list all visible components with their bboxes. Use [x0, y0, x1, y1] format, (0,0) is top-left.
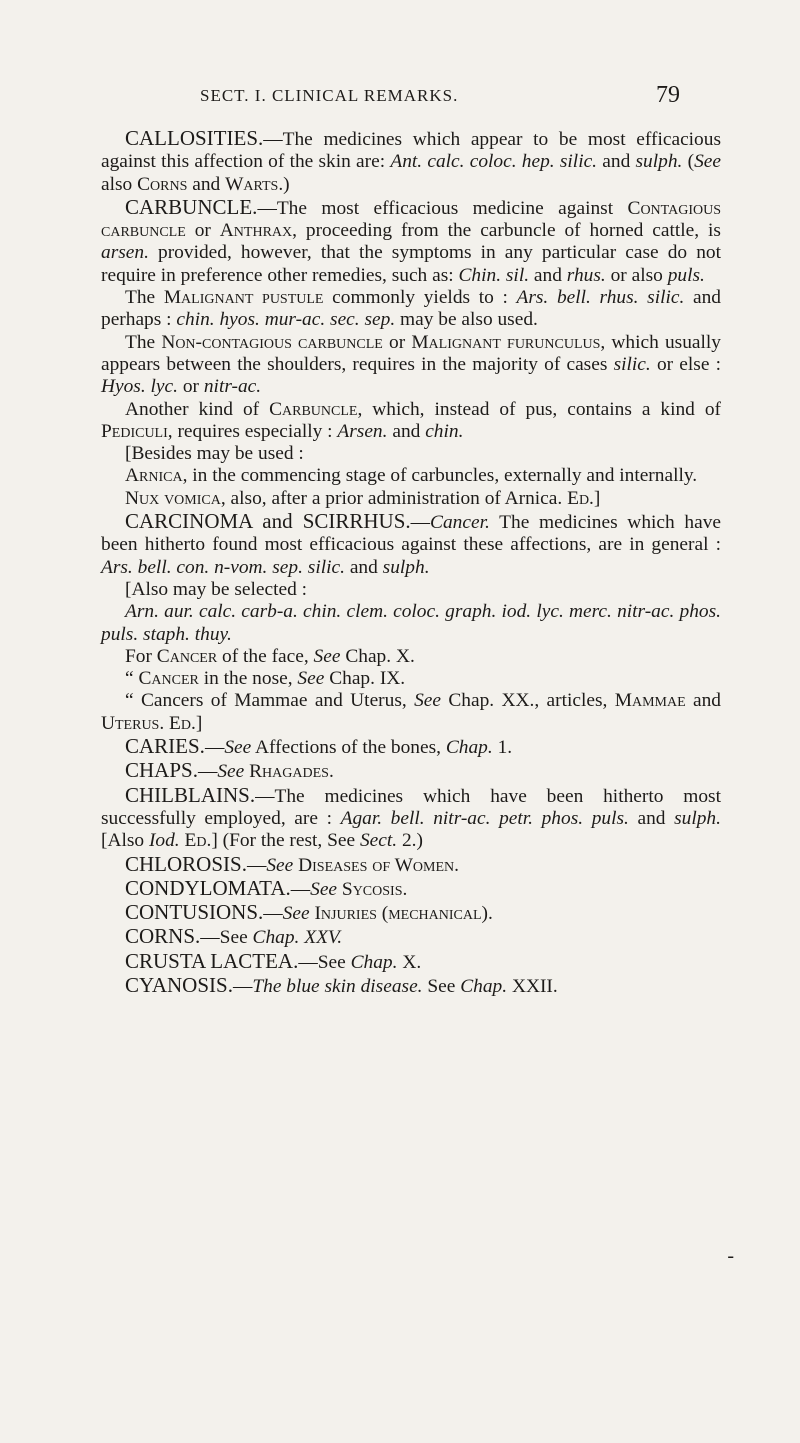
text-run: The medicines which have been hitherto found most efficacious against these affections, are in general :: [101, 512, 721, 556]
entry-heading: CRUSTA LACTEA.: [125, 948, 299, 973]
paragraph-non-contagious-carbuncle: [101, 332, 721, 399]
text-run: See: [422, 975, 461, 997]
small-caps-text: Diseases of Women: [298, 854, 455, 876]
text-run: Affections of the bones,: [251, 737, 446, 759]
text-run: —The most efficacious medicine against: [257, 197, 628, 219]
small-caps-text: Injuries (mechanical): [314, 903, 488, 925]
page-number: 79: [656, 82, 680, 108]
italic-text: Chap.: [460, 975, 508, 997]
italic-text: Agar. bell. nitr-ac. petr. phos. puls.: [340, 807, 629, 829]
text-run: XXII.: [507, 975, 558, 997]
entry-heading: CARBUNCLE.: [125, 194, 258, 219]
entry-heading: CHILBLAINS.: [125, 782, 256, 807]
italic-text: Ars. bell. con. n-vom. sep. silic.: [101, 556, 345, 578]
italic-text: See: [217, 761, 245, 783]
small-caps-text: Ed.: [169, 712, 196, 734]
text-run: or: [178, 376, 204, 398]
text-run: .: [328, 761, 334, 783]
entry-heading: CONTUSIONS.: [125, 900, 264, 925]
text-run: For: [125, 645, 157, 667]
text-run: and: [187, 173, 226, 195]
italic-text: puls.: [667, 264, 705, 286]
small-caps-text: Ed.: [567, 487, 594, 509]
italic-text: See: [694, 151, 722, 173]
text-run: or: [382, 331, 412, 353]
text-run: The: [125, 287, 164, 309]
text-run: [Also may be selected :: [125, 578, 307, 600]
small-caps-text: Cancer: [156, 645, 218, 667]
text-run: —: [204, 737, 225, 759]
italic-text: See: [310, 878, 338, 900]
text-run: , which usually appears between the shoulders, requires in the majority of cases: [101, 331, 721, 375]
text-run: [Also: [101, 830, 149, 852]
paragraph-cancer-face: [101, 646, 721, 668]
text-run: Chap. IX.: [324, 668, 406, 690]
small-caps-text: Pediculi: [101, 420, 168, 442]
text-run: [Besides may be used :: [125, 443, 304, 465]
small-caps-text: Corns: [137, 173, 188, 195]
text-run: commonly yields to :: [323, 287, 517, 309]
editor-note-intro: [101, 443, 721, 465]
text-run: .: [402, 878, 408, 900]
text-run: , also, after a prior administration of Arnica.: [220, 487, 568, 509]
text-run: may be also used.: [395, 309, 538, 331]
italic-text: Chap.: [350, 951, 398, 973]
entry-contusions: [101, 901, 721, 925]
text-run: , proceeding from the carbuncle of horned cattle, is: [292, 220, 721, 242]
entry-carcinoma: [101, 510, 721, 579]
italic-text: chin.: [425, 420, 464, 442]
text-run: , requires especially :: [167, 420, 338, 442]
entry-corns: [101, 925, 721, 949]
text-run: 2.): [397, 830, 423, 852]
remedy-list: [101, 601, 721, 646]
italic-text: Chap.: [445, 737, 493, 759]
italic-text: arsen.: [101, 242, 149, 264]
page-body: [101, 127, 721, 998]
text-run: —: [410, 512, 431, 534]
text-run: or also: [605, 264, 668, 286]
paragraph-cancer-nose: [101, 668, 721, 690]
paragraph-pediculi-carbuncle: [101, 399, 721, 444]
italic-text: nitr-ac.: [203, 376, 262, 398]
text-run: Chap. XX., articles,: [441, 690, 615, 712]
text-run: , which, instead of pus, contains a kind of: [357, 398, 722, 420]
section-heading: SECT. I. CLINICAL REMARKS.: [200, 86, 459, 105]
text-run: also: [101, 173, 138, 195]
small-caps-text: Mammae: [614, 690, 686, 712]
text-run: in the nose,: [198, 668, 298, 690]
small-caps-text: Anthrax: [219, 220, 293, 242]
text-run: —: [197, 761, 218, 783]
text-run: (: [682, 151, 695, 173]
entry-crusta-lactea: [101, 950, 721, 974]
italic-text: silic.: [613, 353, 651, 375]
italic-text: See: [282, 903, 310, 925]
text-run: —The medicines which appear to be most efficacious against this affection of the skin are:: [101, 129, 721, 173]
text-run: and: [387, 420, 426, 442]
small-caps-text: Rhagades: [249, 761, 329, 783]
small-caps-text: Carbuncle: [269, 398, 358, 420]
text-run: .: [454, 854, 459, 876]
entry-caries: [101, 735, 721, 759]
paragraph-malignant-pustule: [101, 287, 721, 332]
text-run: or: [185, 220, 220, 242]
text-run: provided, however, that the symptoms in any particular case do not require in preference other remedies, such as:: [101, 242, 721, 286]
text-run: X.: [397, 951, 422, 973]
entry-heading: CORNS.: [125, 924, 201, 949]
italic-text: rhus.: [566, 264, 606, 286]
text-run: .: [159, 712, 170, 734]
text-run: ]: [593, 487, 601, 509]
italic-text: Hyos. lyc.: [101, 376, 178, 398]
small-caps-text: Malignant pustule: [163, 287, 324, 309]
italic-text: sulph.: [674, 807, 721, 829]
italic-text: See: [224, 737, 252, 759]
italic-text: The blue skin disease.: [252, 975, 423, 997]
text-run: —The medicines which have been hitherto most successfully employed, are :: [101, 785, 721, 829]
editor-note-also: [101, 579, 721, 601]
paragraph-nux-vomica: [101, 488, 721, 510]
entry-condylomata: [101, 877, 721, 901]
text-run: —See: [200, 927, 253, 949]
entry-heading: CYANOSIS.: [125, 972, 233, 997]
text-run: Another kind of: [125, 398, 270, 420]
entry-chlorosis: [101, 853, 721, 877]
text-run: and: [344, 556, 383, 578]
small-caps-text: Warts: [225, 173, 279, 195]
text-run: ]: [195, 712, 203, 734]
italic-text: Chap. XXV.: [252, 927, 343, 949]
text-run: and perhaps :: [101, 287, 721, 331]
entry-heading: CHLOROSIS.: [125, 851, 247, 876]
italic-text: Chin. sil.: [458, 264, 530, 286]
entry-carbuncle: [101, 196, 721, 287]
entry-heading: CHAPS.: [125, 758, 198, 783]
text-run: —: [290, 878, 311, 900]
italic-text: sulph.: [635, 151, 683, 173]
small-caps-text: Contagious carbuncle: [101, 197, 721, 242]
text-run: —See: [298, 951, 351, 973]
small-caps-text: Cancer: [138, 668, 199, 690]
text-run: , in the commencing stage of carbuncles, externally and internally.: [182, 465, 698, 487]
entry-heading: CARIES.: [125, 734, 205, 759]
italic-text: Ant. calc. coloc. hep. silic.: [390, 151, 598, 173]
small-caps-text: Nux vomica: [125, 487, 221, 509]
text-run: Chap. X.: [340, 645, 415, 667]
small-caps-text: Non-contagious carbuncle: [161, 331, 383, 353]
italic-text: chin. hyos. mur-ac. sec. sep.: [176, 309, 396, 331]
text-run: .): [278, 173, 290, 195]
italic-text: See: [414, 690, 441, 712]
text-run: —: [246, 854, 267, 876]
italic-text: Cancer.: [430, 512, 490, 534]
italic-text: See: [266, 854, 294, 876]
small-caps-text: Arnica: [125, 465, 183, 487]
text-run: .: [488, 903, 493, 925]
small-caps-text: Ed.: [184, 830, 212, 852]
text-run: or else :: [650, 353, 722, 375]
text-run: The: [125, 331, 162, 353]
text-run: of the face,: [217, 645, 314, 667]
text-run: “ Cancers of Mammae and Uterus,: [125, 690, 415, 712]
paragraph-cancer-mammae: [101, 690, 721, 735]
text-run: “: [125, 668, 139, 690]
text-run: and: [685, 690, 721, 712]
text-run: and: [529, 264, 567, 286]
entry-heading: CALLOSITIES.: [125, 126, 264, 150]
italic-text: See: [313, 645, 341, 667]
small-caps-text: Malignant furunculus: [411, 331, 601, 353]
text-run: 1.: [492, 737, 513, 759]
paragraph-arnica: [101, 465, 721, 487]
text-run: —: [263, 903, 283, 925]
italic-text: Iod.: [148, 830, 180, 852]
entry-heading: CARCINOMA and SCIRRHUS.: [125, 509, 411, 534]
entry-callosities: [101, 127, 721, 196]
entry-heading: CONDYLOMATA.: [125, 875, 291, 900]
text-run: and: [628, 807, 675, 829]
entry-chaps: [101, 759, 721, 783]
small-caps-text: Uterus: [101, 712, 160, 734]
italic-text: See: [297, 668, 325, 690]
text-run: ] (For the rest, See: [211, 830, 360, 852]
small-caps-text: Sycosis: [341, 878, 403, 900]
text-run: and: [597, 151, 636, 173]
entry-cyanosis: [101, 974, 721, 998]
italic-text: Sect.: [359, 830, 398, 852]
italic-text: Arsen.: [337, 420, 388, 442]
italic-text: Ars. bell. rhus. silic.: [516, 287, 685, 309]
italic-text: Arn. aur. calc. carb-a. chin. clem. coloc. graph. iod. lyc. merc. nitr-ac. phos. puls. staph. thuy.: [101, 601, 721, 645]
entry-chilblains: [101, 784, 721, 853]
text-run: —: [232, 975, 253, 997]
stray-mark: -: [727, 1245, 734, 1267]
italic-text: sulph.: [382, 556, 430, 578]
